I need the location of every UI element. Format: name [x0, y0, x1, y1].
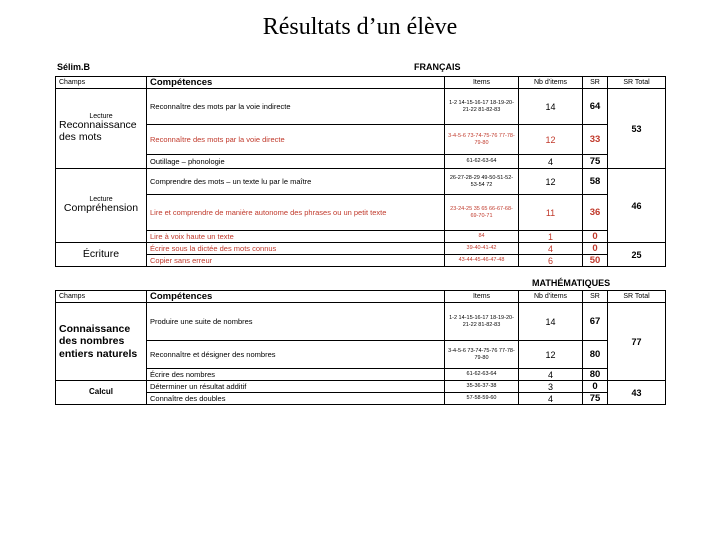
nb-items-cell: 4	[519, 155, 583, 169]
competence-cell: Copier sans erreur	[147, 255, 445, 267]
sr-total-cell: 53	[608, 89, 666, 169]
items-cell: 35-36-37-38	[445, 381, 519, 393]
champ-calcul	[56, 381, 147, 405]
champ-label-big: Écriture	[82, 247, 120, 260]
nb-items-cell: 11	[519, 195, 583, 231]
champ-label-small: Lecture	[89, 196, 113, 204]
header-sr: SR	[583, 291, 608, 303]
header-sr: SR	[583, 77, 608, 89]
nb-items-cell: 4	[519, 243, 583, 255]
table-row	[56, 125, 666, 155]
table-row	[56, 393, 666, 405]
sr-cell: 0	[583, 243, 608, 255]
sr-cell: 58	[583, 169, 608, 195]
sr-cell: 80	[583, 341, 608, 369]
header-champs: Champs	[56, 77, 147, 89]
nb-items-cell: 4	[519, 369, 583, 381]
sr-cell: 64	[583, 89, 608, 125]
competence-cell: Reconnaître et désigner des nombres	[147, 341, 445, 369]
francais-header-row	[56, 77, 666, 89]
sr-total-cell: 43	[608, 381, 666, 405]
competence-cell: Reconnaître des mots par la voie indirecte	[147, 89, 445, 125]
table-row	[56, 255, 666, 267]
sr-cell: 36	[583, 195, 608, 231]
champ-label-big: Calcul	[88, 387, 113, 397]
items-cell: 61-62-63-64	[445, 369, 519, 381]
nb-items-cell: 12	[519, 125, 583, 155]
header-competences: Compétences	[147, 291, 445, 303]
sr-cell: 75	[583, 155, 608, 169]
competence-cell: Connaître des doubles	[147, 393, 445, 405]
header-competences: Compétences	[147, 77, 445, 89]
items-cell: 23-24-25 35 65 66-67-68-69-70-71	[445, 195, 519, 231]
sr-cell: 0	[583, 381, 608, 393]
sr-total-cell: 77	[608, 303, 666, 381]
items-cell: 1-2 14-15-16-17 18-19-20-21-22 81-82-83	[445, 89, 519, 125]
champ-nombres	[56, 303, 147, 381]
table-row	[56, 231, 666, 243]
header-sr-total: SR Total	[608, 291, 666, 303]
table-row	[56, 243, 666, 255]
nb-items-cell: 14	[519, 303, 583, 341]
sr-cell: 67	[583, 303, 608, 341]
competence-cell: Écrire sous la dictée des mots connus	[147, 243, 445, 255]
page-title: Résultats d’un élève	[262, 14, 458, 40]
table-row	[56, 195, 666, 231]
items-cell: 3-4-5-6 73-74-75-76 77-78-79-80	[445, 125, 519, 155]
champ-label-big: Connaissance des nombres entiers naturels	[59, 323, 138, 360]
nb-items-cell: 6	[519, 255, 583, 267]
header-champs: Champs	[56, 291, 147, 303]
competence-cell: Lire et comprendre de manière autonome des phrases ou un petit texte	[147, 195, 445, 231]
champ-comprehension	[56, 169, 147, 243]
nb-items-cell: 12	[519, 169, 583, 195]
header-items: Items	[445, 291, 519, 303]
maths-table	[55, 290, 666, 405]
champ-label-small: Lecture	[89, 113, 113, 121]
header-items: Items	[445, 77, 519, 89]
maths-section-title: MATHÉMATIQUES	[532, 278, 611, 288]
champ-ecriture	[56, 243, 147, 267]
sr-cell: 0	[583, 231, 608, 243]
table-row	[56, 169, 666, 195]
items-cell: 1-2 14-15-16-17 18-19-20-21-22 81-82-83	[445, 303, 519, 341]
champ-label-big: Compréhension	[63, 202, 139, 215]
sr-total-cell: 46	[608, 169, 666, 243]
nb-items-cell: 12	[519, 341, 583, 369]
items-cell: 39-40-41-42	[445, 243, 519, 255]
sr-cell: 33	[583, 125, 608, 155]
table-row	[56, 89, 666, 125]
nb-items-cell: 1	[519, 231, 583, 243]
competence-cell: Comprendre des mots – un texte lu par le maître	[147, 169, 445, 195]
student-name: Sélim.B	[57, 62, 91, 72]
competence-cell: Outillage – phonologie	[147, 155, 445, 169]
champ-label-big: Reconnaissance des mots	[59, 119, 137, 143]
items-cell: 61-62-63-64	[445, 155, 519, 169]
sr-total-cell: 25	[608, 243, 666, 267]
francais-section-title: FRANÇAIS	[414, 62, 461, 72]
items-cell: 84	[445, 231, 519, 243]
competence-cell: Reconnaître des mots par la voie directe	[147, 125, 445, 155]
competence-cell: Produire une suite de nombres	[147, 303, 445, 341]
items-cell: 3-4-5-6 73-74-75-76 77-78-79-80	[445, 341, 519, 369]
nb-items-cell: 14	[519, 89, 583, 125]
competence-cell: Lire à voix haute un texte	[147, 231, 445, 243]
table-row	[56, 369, 666, 381]
sr-cell: 75	[583, 393, 608, 405]
header-nb-items: Nb d’items	[519, 291, 583, 303]
francais-table	[55, 76, 666, 267]
maths-header-row	[56, 291, 666, 303]
table-row	[56, 303, 666, 341]
nb-items-cell: 4	[519, 393, 583, 405]
items-cell: 57-58-59-60	[445, 393, 519, 405]
items-cell: 26-27-28-29 49-50-51-52-53-54 72	[445, 169, 519, 195]
items-cell: 43-44-45-46-47-48	[445, 255, 519, 267]
header-nb-items: Nb d’items	[519, 77, 583, 89]
table-row	[56, 381, 666, 393]
table-row	[56, 341, 666, 369]
sr-cell: 80	[583, 369, 608, 381]
competence-cell: Écrire des nombres	[147, 369, 445, 381]
sr-cell: 50	[583, 255, 608, 267]
table-row	[56, 155, 666, 169]
nb-items-cell: 3	[519, 381, 583, 393]
competence-cell: Déterminer un résultat additif	[147, 381, 445, 393]
champ-reconnaissance	[56, 89, 147, 169]
header-sr-total: SR Total	[608, 77, 666, 89]
